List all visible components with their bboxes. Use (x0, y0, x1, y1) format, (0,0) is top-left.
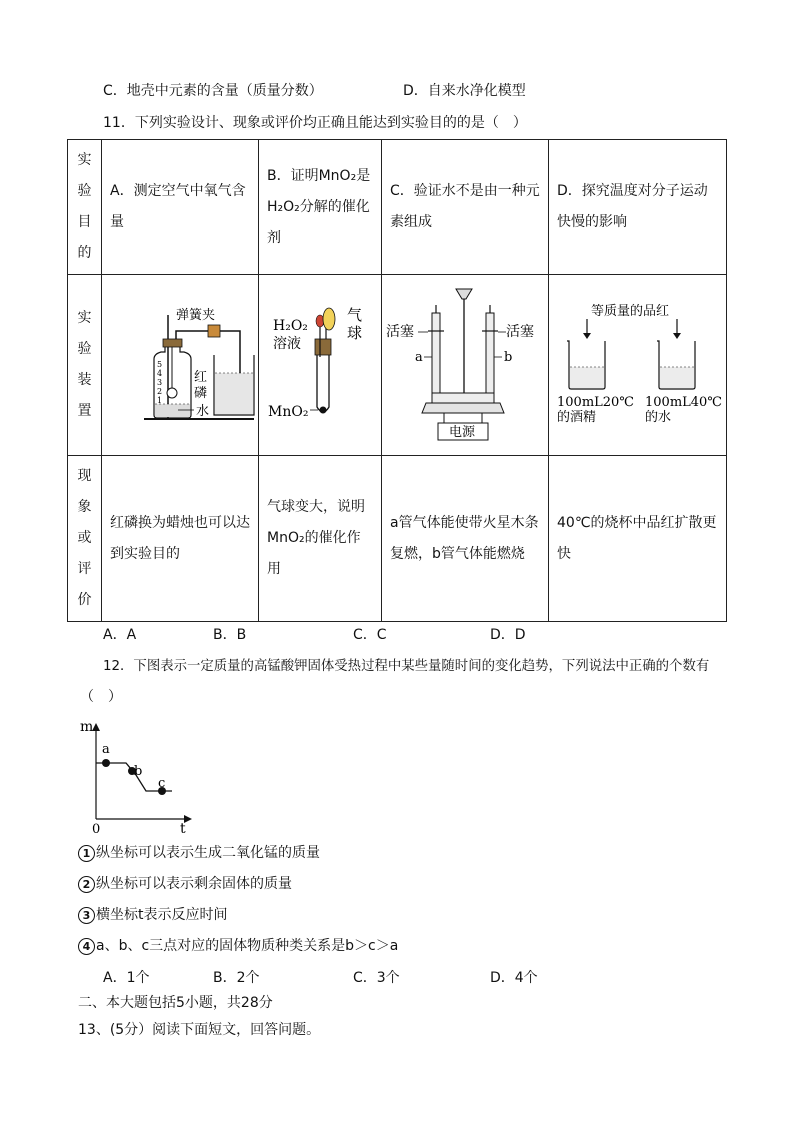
purpose-a: A．测定空气中氧气含量 (110, 183, 246, 230)
label-phosphorus: 磷 (194, 386, 208, 401)
row-apparatus (68, 275, 727, 456)
q11-experiment-table (67, 139, 727, 622)
q12-option-c[interactable]: C．3个 (353, 970, 400, 986)
label-tube-b: b (504, 350, 513, 365)
graph-point-c: c (158, 776, 166, 791)
statement-4: 4 a、b、c三点对应的固体物质种类关系是b＞c＞a (78, 936, 398, 956)
graph-point-b: b (134, 764, 143, 779)
q13-stem: 13、(5分）阅读下面短文，回答问题。 (78, 1022, 321, 1038)
label-left-line1: 100mL20℃ (557, 395, 634, 410)
label-clip: 弹簧夹 (176, 308, 216, 323)
q11-option-d[interactable]: D．D (490, 627, 526, 643)
phenomenon-b: 气球变大，说明MnO₂的催化作用 (267, 499, 365, 577)
phenomenon-a: 红磷换为蜡烛也可以达到实验目的 (110, 514, 250, 562)
phenomenon-d: 40℃的烧杯中品红扩散更快 (557, 514, 717, 562)
q12-stem-line2: （ ） (80, 689, 122, 705)
label-left-line2: 的酒精 (557, 410, 597, 425)
label-mno2: MnO₂ (268, 404, 309, 420)
apparatus-b-cell (259, 275, 382, 456)
label-valve-left: 活塞 (386, 324, 414, 340)
label-valve-right: 活塞 (506, 324, 534, 340)
scale-3: 3 (157, 378, 163, 387)
label-right-line1: 100mL40℃ (645, 395, 722, 410)
circled-number-1: 1 (78, 845, 95, 862)
q12-option-a[interactable]: A．1个 (103, 970, 150, 986)
scale-1: 1 (157, 396, 163, 405)
row-head-apparatus: 实 验 装 置 (68, 275, 102, 456)
label-pinhong: 等质量的品红 (591, 304, 670, 319)
apparatus-c-diagram (382, 275, 549, 451)
statement-1: 1 纵坐标可以表示生成二氧化锰的质量 (78, 843, 320, 863)
purpose-c: C．验证水不是由一种元素组成 (390, 183, 540, 230)
graph-point-a: a (102, 742, 110, 757)
q12-option-d[interactable]: D．4个 (490, 970, 538, 986)
label-qi: 气 (347, 306, 363, 324)
apparatus-d-diagram (549, 275, 727, 451)
q11-option-a[interactable]: A．A (103, 627, 137, 643)
scale-2: 2 (157, 387, 163, 396)
row-purpose (68, 140, 727, 275)
scale-4: 4 (157, 369, 163, 378)
q10-option-d: D．自来水净化模型 (403, 83, 526, 99)
apparatus-a-diagram (102, 275, 259, 451)
label-solution: 溶液 (273, 336, 301, 352)
label-water-a: 水 (196, 404, 210, 419)
label-right-line2: 的水 (645, 410, 672, 425)
row-phenomenon (68, 456, 727, 622)
label-tube-a: a (415, 350, 423, 365)
q12-graph (80, 715, 200, 835)
section-2-heading: 二、本大题包括5小题，共28分 (78, 995, 273, 1011)
apparatus-b-diagram (259, 275, 382, 451)
graph-y-label: m (80, 719, 94, 735)
apparatus-c-cell (382, 275, 549, 456)
row-head-purpose: 实 验 目 的 (68, 140, 102, 275)
circled-number-4: 4 (78, 938, 95, 955)
graph-origin: 0 (92, 822, 101, 835)
statement-3: 3 横坐标t表示反应时间 (78, 905, 228, 925)
label-power: 电源 (449, 425, 476, 440)
q10-option-c: C．地壳中元素的含量（质量分数） (103, 83, 323, 99)
apparatus-a-cell (102, 275, 259, 456)
q11-stem: 11．下列实验设计、现象或评价均正确且能达到实验目的的是（ ） (103, 115, 527, 131)
label-h2o2: H₂O₂ (273, 318, 308, 334)
q11-option-c[interactable]: C．C (353, 627, 387, 643)
q12-option-b[interactable]: B．2个 (213, 970, 260, 986)
q12-stem-line1: 12．下图表示一定质量的高锰酸钾固体受热过程中某些量随时间的变化趋势，下列说法中正确的个数有 (103, 659, 710, 674)
q11-option-b[interactable]: B．B (213, 627, 247, 643)
graph-x-label: t (180, 821, 186, 835)
statement-2: 2 纵坐标可以表示剩余固体的质量 (78, 874, 292, 894)
circled-number-2: 2 (78, 876, 95, 893)
label-qiu: 球 (347, 324, 363, 342)
purpose-b: B．证明MnO₂是H₂O₂分解的催化剂 (267, 167, 371, 246)
phenomenon-c: a管气体能使带火星木条复燃，b管气体能燃烧 (390, 514, 539, 562)
row-head-phenomenon: 现 象 或 评 价 (68, 456, 102, 622)
scale-5: 5 (157, 360, 163, 369)
apparatus-d-cell (549, 275, 727, 456)
label-red: 红 (194, 370, 208, 385)
circled-number-3: 3 (78, 907, 95, 924)
purpose-d: D．探究温度对分子运动快慢的影响 (557, 183, 708, 230)
